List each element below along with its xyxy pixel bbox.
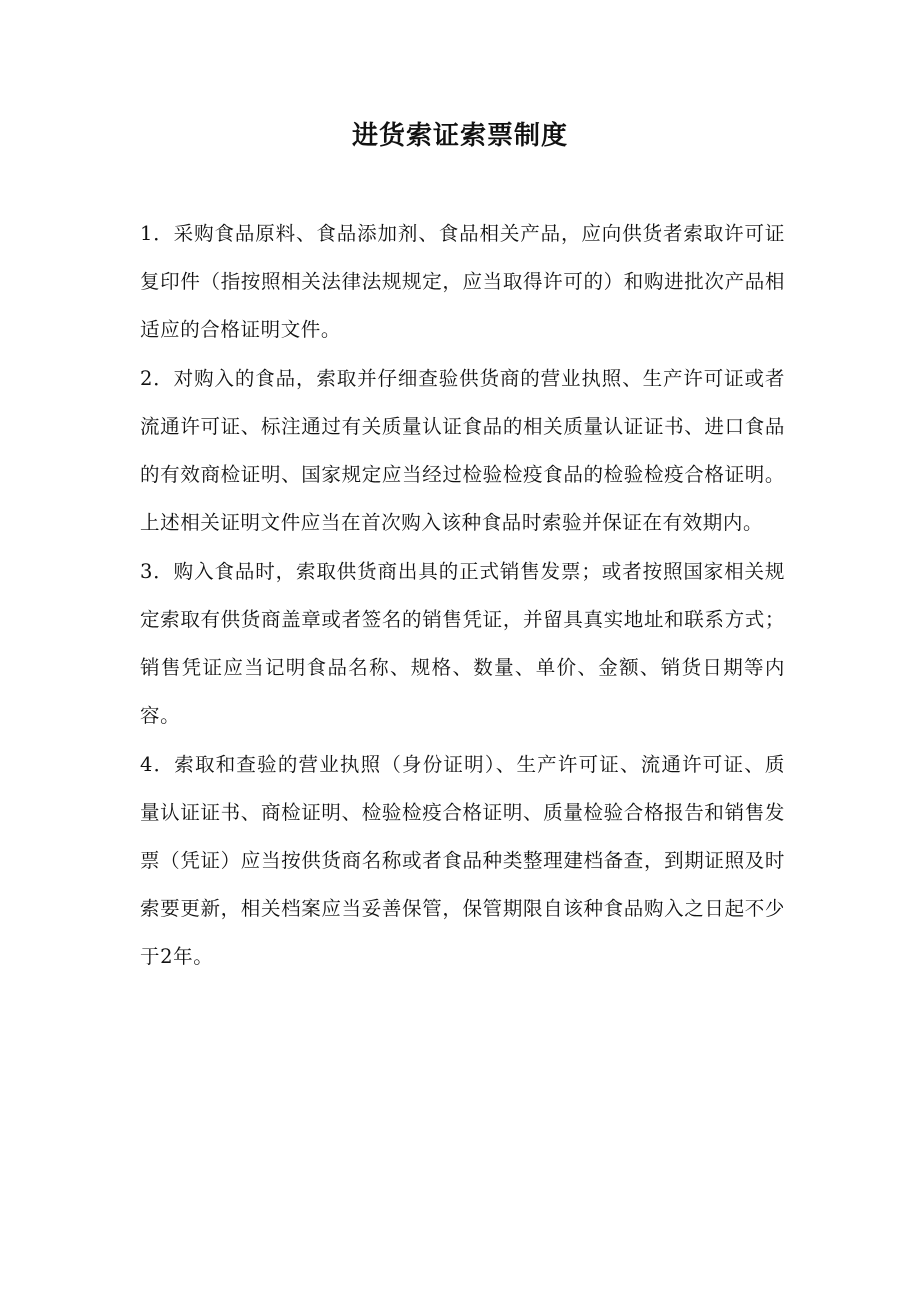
paragraph-2: 2．对购入的食品，索取并仔细查验供货商的营业执照、生产许可证或者流通许可证、标注通过有关质量认证食品的相关质量认证证书、进口食品的有效商检证明、国家规定应当经过检验检疫食品的检验检疫合格证明。上述相关证明文件应当在首次购入该种食品时索验并保证在有效期内。 (140, 367, 785, 534)
paragraph-3: 3．购入食品时，索取供货商出具的正式销售发票；或者按照国家相关规定索取有供货商盖章或者签名的销售凭证，并留具真实地址和联系方式；销售凭证应当记明食品名称、规格、数量、单价、金额、销货日期等内容。 (140, 560, 785, 727)
document-body (140, 210, 785, 982)
paragraph-1: 1．采购食品原料、食品添加剂、食品相关产品，应向供货者索取许可证复印件（指按照相关法律法规规定，应当取得许可的）和购进批次产品相适应的合格证明文件。 (140, 222, 785, 341)
paragraph-4: 4．索取和查验的营业执照（身份证明）、生产许可证、流通许可证、质量认证证书、商检证明、检验检疫合格证明、质量检验合格报告和销售发票（凭证）应当按供货商名称或者食品种类整理建档备查，到期证照及时索要更新，相关档案应当妥善保管，保管期限自该种食品购入之日起不少于2年。 (140, 753, 785, 968)
document-title: 进货索证索票制度 (351, 121, 568, 151)
